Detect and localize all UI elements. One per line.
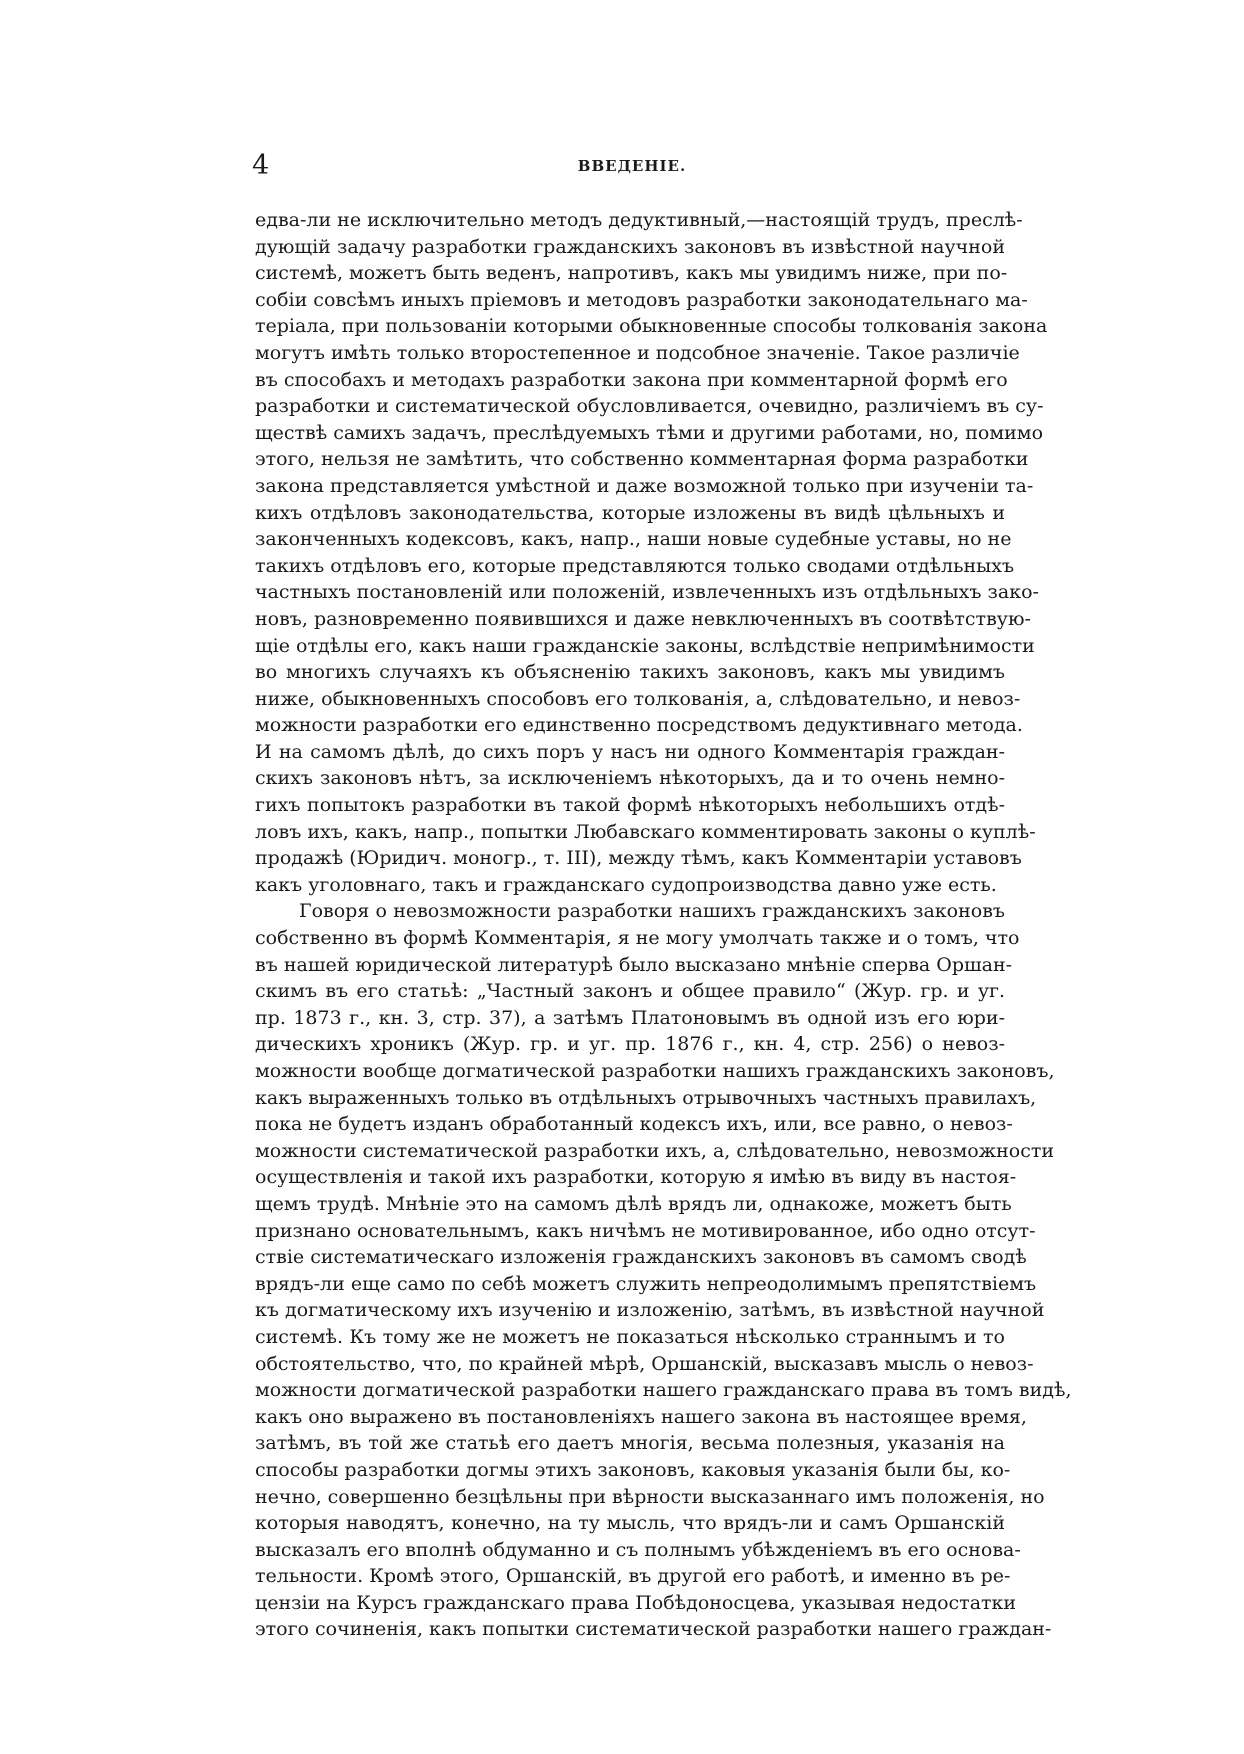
- text-line: теріала, при пользованіи которыми обыкновенные способы толкованія закона: [255, 315, 1048, 338]
- text-line: И на самомъ дѣлѣ, до сихъ поръ у насъ ни одного Комментарія граждан-: [255, 740, 1005, 763]
- text-line: щіе отдѣлы его, какъ наши гражданскіе законы, вслѣдствіе непримѣнимости: [255, 634, 1035, 657]
- text-line: такихъ отдѣловъ его, которые представляются только сводами отдѣльныхъ: [255, 554, 1015, 577]
- text-line: продажѣ (Юридич. моногр., т. III), между тѣмъ, какъ Комментаріи уставовъ: [255, 847, 1022, 870]
- text-line: новъ, разновременно появившихся и даже невключенныхъ въ соотвѣтствую-: [255, 607, 1031, 630]
- text-line: этого, нельзя не замѣтить, что собственно комментарная форма разработки: [255, 448, 1029, 471]
- text-line: нечно, совершенно безцѣльны при вѣрности высказаннаго имъ положенія, но: [255, 1485, 1045, 1508]
- page-header: [252, 150, 1012, 182]
- text-line: щемъ трудѣ. Мнѣніе это на самомъ дѣлѣ врядъ ли, однакоже, можетъ быть: [255, 1192, 1012, 1215]
- text-line: системѣ, можетъ быть веденъ, напротивъ, какъ мы увидимъ ниже, при по-: [255, 262, 1008, 285]
- text-line: осуществленія и такой ихъ разработки, которую я имѣю въ виду въ настоя-: [255, 1166, 1017, 1189]
- text-line: способы разработки догмы этихъ законовъ, каковыя указанія были бы, ко-: [255, 1458, 1011, 1481]
- page-number: 4: [252, 150, 270, 181]
- text-line: высказалъ его вполнѣ обдуманно и съ полнымъ убѣжденіемъ въ его основа-: [255, 1538, 1021, 1561]
- text-line: пр. 1873 г., кн. 3, стр. 37), а затѣмъ Платоновымъ въ одной изъ его юри-: [255, 1006, 1005, 1029]
- text-line: можности разработки его единственно посредствомъ дедуктивнаго метода.: [255, 714, 1023, 737]
- text-line: частныхъ постановленій или положеній, извлеченныхъ изъ отдѣльныхъ зако-: [255, 581, 1039, 604]
- text-line: можности вообще догматической разработки нашихъ гражданскихъ законовъ,: [255, 1060, 1055, 1082]
- text-line: ниже, обыкновенныхъ способовъ его толкованія, а, слѣдовательно, и невоз-: [255, 687, 1021, 710]
- text-line: можности догматической разработки нашего гражданскаго права въ томъ видѣ,: [255, 1379, 1072, 1402]
- text-line: скимъ въ его статьѣ: „Частный законъ и общее правило“ (Жур. гр. и уг.: [255, 980, 1005, 1003]
- text-line: дующій задачу разработки гражданскихъ законовъ въ извѣстной научной: [255, 235, 1005, 258]
- text-line: кихъ отдѣловъ законодательства, которые изложены въ видѣ цѣльныхъ и: [255, 501, 1005, 524]
- text-line: въ нашей юридической литературѣ было высказано мнѣніе сперва Оршан-: [255, 953, 1013, 976]
- text-line: скихъ законовъ нѣтъ, за исключеніемъ нѣкоторыхъ, да и то очень немно-: [255, 767, 1005, 790]
- text-line: затѣмъ, въ той же статьѣ его даетъ многія, весьма полезныя, указанія на: [255, 1432, 1005, 1455]
- paragraph: [255, 207, 1048, 898]
- text-line: можности систематической разработки ихъ, а, слѣдовательно, невозможности: [255, 1139, 1055, 1162]
- text-line: законченныхъ кодексовъ, какъ, напр., наши новые судебные уставы, но не: [255, 528, 1012, 551]
- text-line: пока не будетъ изданъ обработанный кодексъ ихъ, или, все равно, о невоз-: [255, 1113, 1013, 1136]
- text-line: системѣ. Къ тому же не можетъ не показаться нѣсколько страннымъ и то: [255, 1325, 1005, 1348]
- text-line: цензіи на Курсъ гражданскаго права Побѣдоносцева, указывая недостатки: [255, 1591, 1017, 1614]
- text-line: какъ уголовнаго, такъ и гражданскаго судопроизводства давно уже есть.: [255, 873, 997, 896]
- text-line: какъ оно выражено въ постановленіяхъ нашего закона въ настоящее время,: [255, 1405, 1027, 1428]
- text-line: Говоря о невозможности разработки нашихъ гражданскихъ законовъ: [299, 900, 1005, 923]
- paragraph: [255, 898, 1072, 1643]
- text-line: къ догматическому ихъ изученію и изложенію, затѣмъ, въ извѣстной научной: [255, 1299, 1045, 1322]
- text-line: могутъ имѣть только второстепенное и подсобное значеніе. Такое различіе: [255, 341, 1020, 364]
- text-line: ществѣ самихъ задачъ, преслѣдуемыхъ тѣми и другими работами, но, помимо: [255, 421, 1044, 444]
- text-line: едва-ли не исключительно методъ дедуктивный,—настоящій трудъ, преслѣ-: [255, 209, 1023, 231]
- text-line: признано основательнымъ, какъ ничѣмъ не мотивированное, ибо одно отсут-: [255, 1219, 1036, 1242]
- text-line: собственно въ формѣ Комментарія, я не могу умолчать также и о томъ, что: [255, 927, 1020, 950]
- text-line: которыя наводятъ, конечно, на ту мысль, что врядъ-ли и самъ Оршанскій: [255, 1512, 1005, 1535]
- text-line: разработки и систематической обусловливается, очевидно, различіемъ въ су-: [255, 395, 1044, 418]
- text-line: этого сочиненія, какъ попытки систематической разработки нашего граждан-: [255, 1618, 1052, 1641]
- text-line: во многихъ случаяхъ къ объясненію такихъ законовъ, какъ мы увидимъ: [255, 661, 1005, 684]
- body-text: [255, 207, 1072, 1643]
- text-line: собіи совсѣмъ иныхъ пріемовъ и методовъ разработки законодательнаго ма-: [255, 288, 1028, 311]
- text-line: гихъ попытокъ разработки въ такой формѣ нѣкоторыхъ небольшихъ отдѣ-: [255, 794, 1005, 817]
- text-line: ловъ ихъ, какъ, напр., попытки Любавскаго комментировать законы о куплѣ-: [255, 820, 1036, 843]
- text-line: закона представляется умѣстной и даже возможной только при изученіи та-: [255, 474, 1034, 497]
- running-title: ВВЕДЕНІЕ.: [577, 157, 687, 175]
- text-line: въ способахъ и методахъ разработки закона при комментарной формѣ его: [255, 368, 1008, 391]
- text-line: врядъ-ли еще само по себѣ можетъ служить непреодолимымъ препятствіемъ: [255, 1272, 1037, 1295]
- text-line: тельности. Кромѣ этого, Оршанскій, въ другой его работѣ, и именно въ ре-: [255, 1565, 1011, 1588]
- text-line: какъ выраженныхъ только въ отдѣльныхъ отрывочныхъ частныхъ правилахъ,: [255, 1086, 1037, 1109]
- text-line: обстоятельство, что, по крайней мѣрѣ, Оршанскій, высказавъ мысль о невоз-: [255, 1352, 1034, 1375]
- text-line: ствіе систематическаго изложенія гражданскихъ законовъ въ самомъ сводѣ: [255, 1246, 1027, 1269]
- text-line: дическихъ хроникъ (Жур. гр. и уг. пр. 1876 г., кн. 4, стр. 256) о невоз-: [255, 1033, 1005, 1056]
